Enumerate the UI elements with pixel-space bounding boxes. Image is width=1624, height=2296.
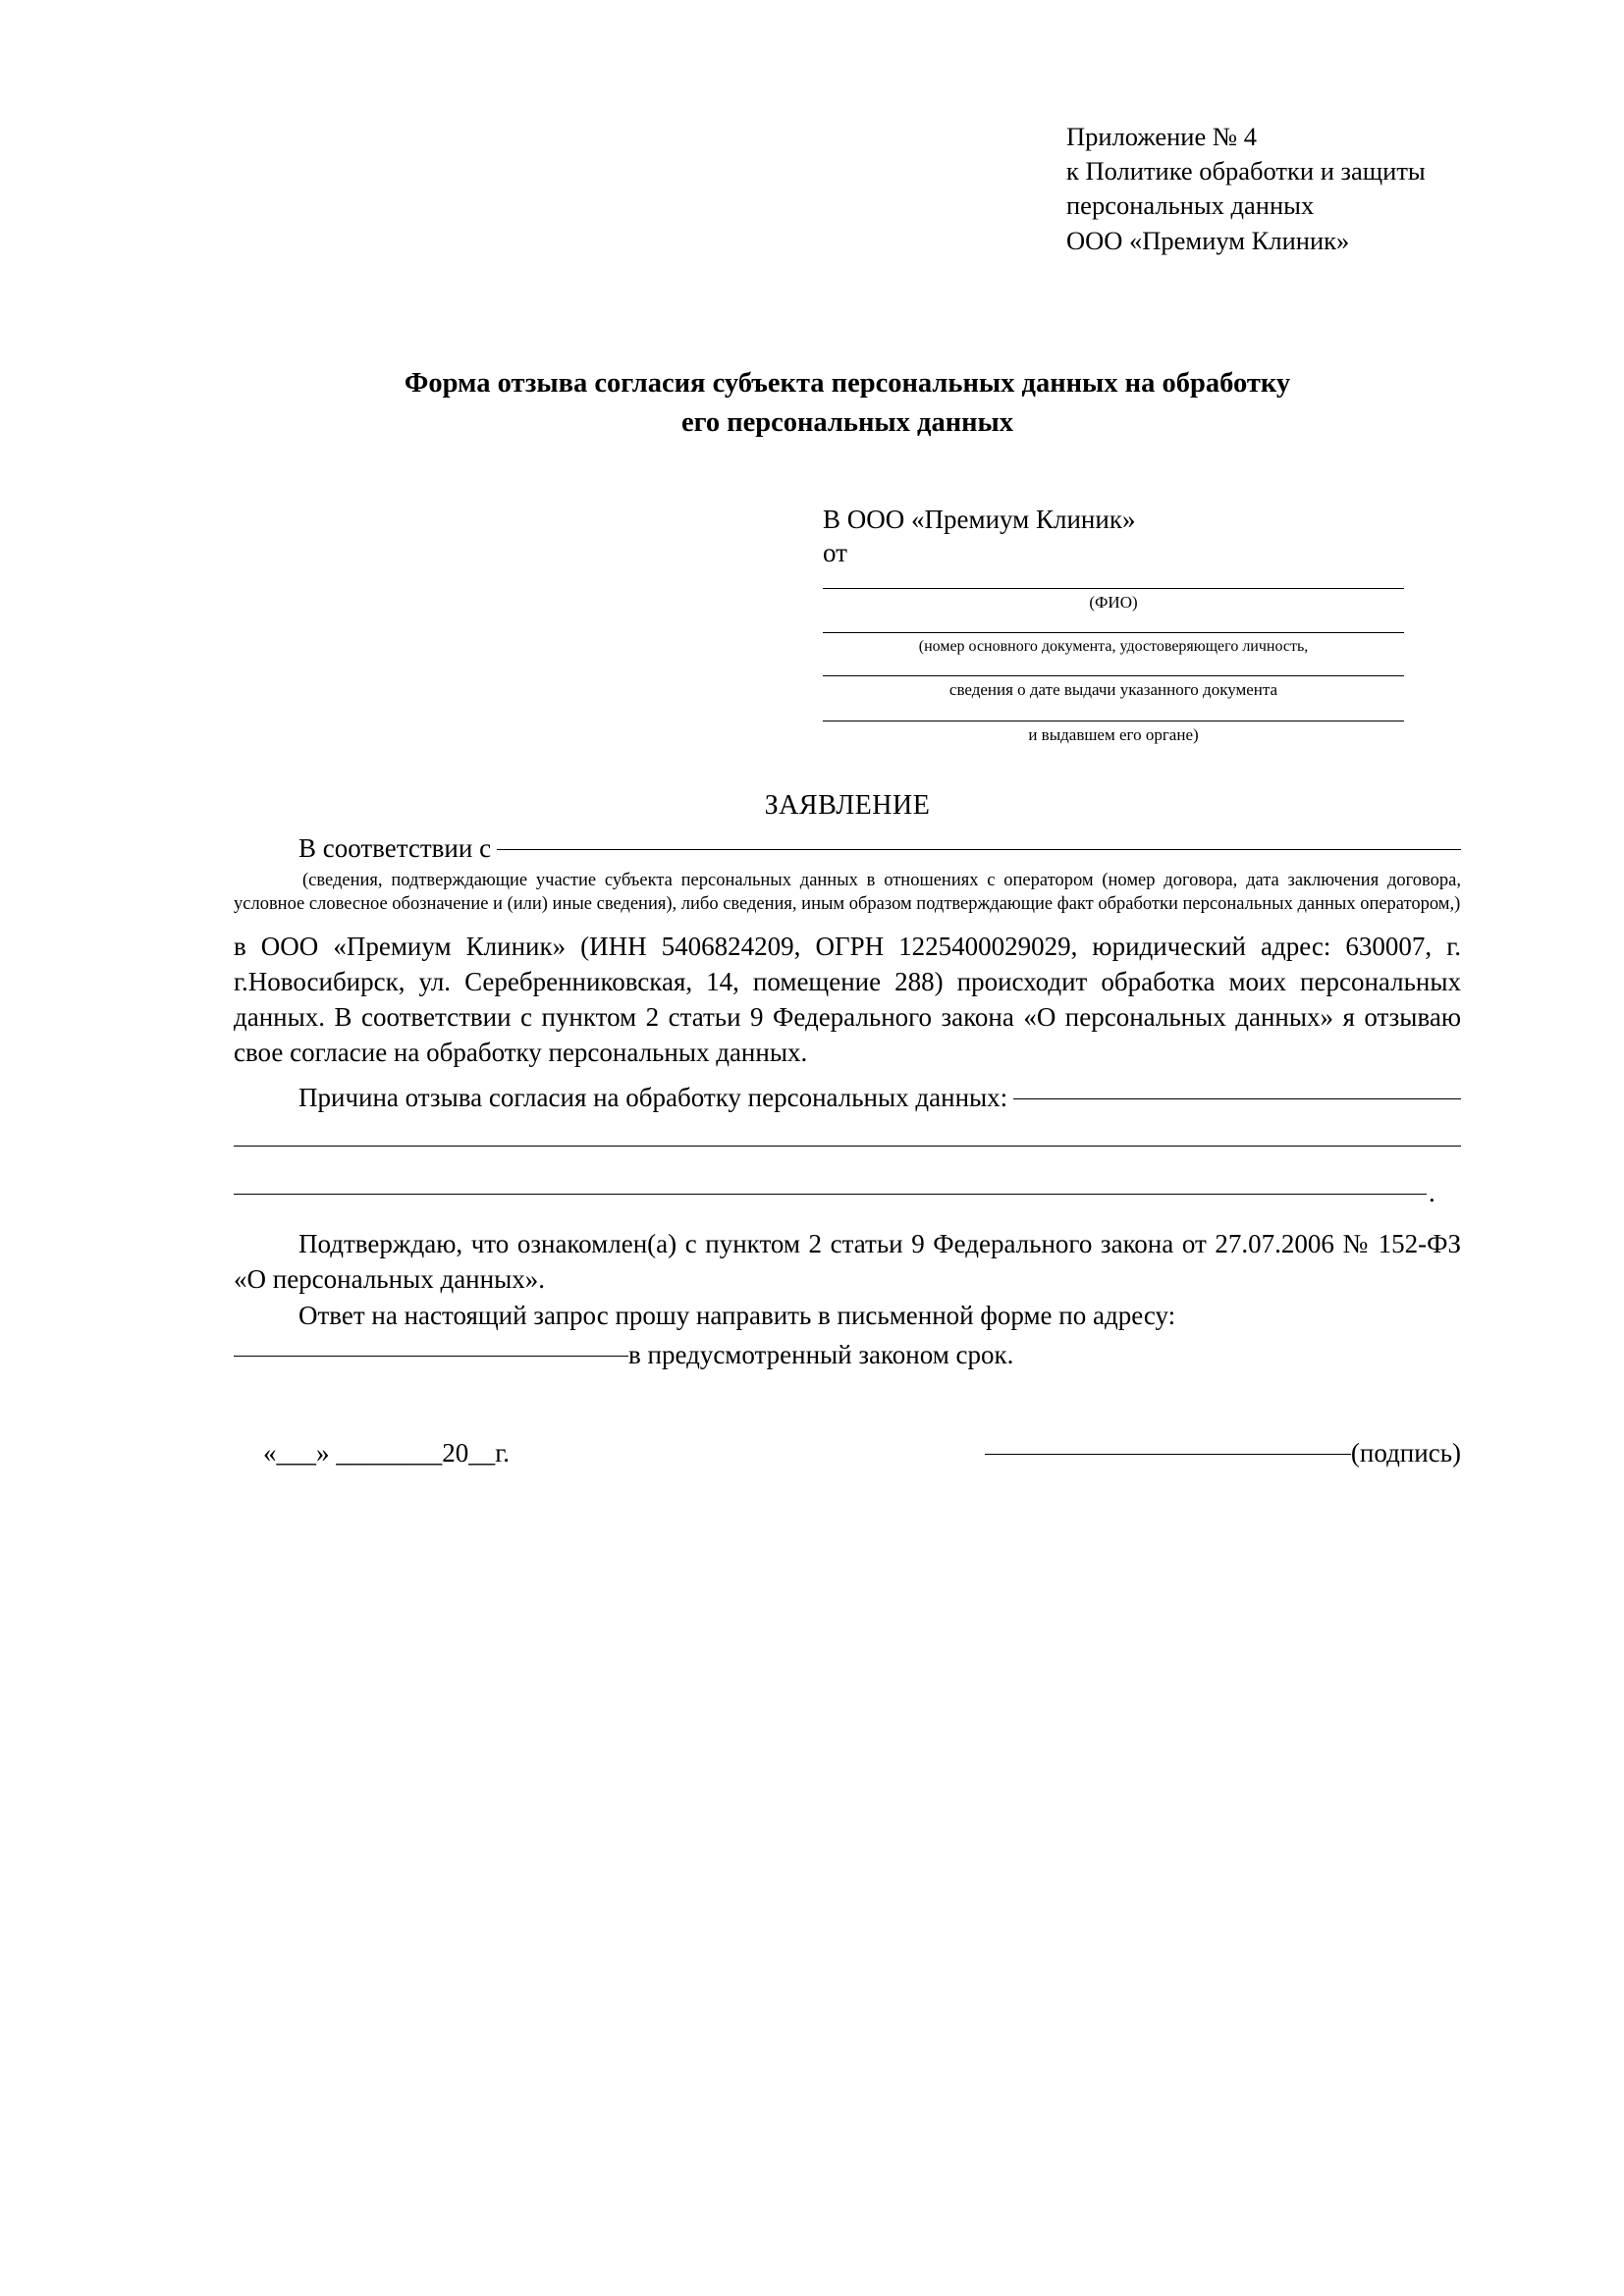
statement-intro-field-rule[interactable] xyxy=(497,849,1461,850)
document-number-field-rule[interactable] xyxy=(823,632,1404,633)
signature-caption: (подпись) xyxy=(1350,1438,1461,1468)
page-title-line-2: его персональных данных xyxy=(680,407,1014,439)
addressee-block xyxy=(823,505,1404,745)
signature-field-rule[interactable] xyxy=(985,1454,1351,1455)
answer-address-tail: в предусмотренный законом срок. xyxy=(628,1340,1014,1370)
addressee-organization: В ООО «Премиум Клиник» xyxy=(823,504,1136,534)
appendix-header-line-1: Приложение № 4 xyxy=(1066,122,1258,151)
statement-intro-lead: В соответствии с xyxy=(298,833,492,864)
reason-field-rule-1[interactable] xyxy=(1013,1098,1461,1099)
appendix-header-line-3: персональных данных xyxy=(1066,190,1315,221)
addressee-from-label: от xyxy=(823,537,847,567)
signature-date-field[interactable]: «___» ________20__г. xyxy=(263,1438,511,1468)
appendix-header xyxy=(1066,120,1461,258)
statement-fineprint xyxy=(234,869,1461,916)
document-issuer-caption: и выдавшем его органе) xyxy=(1028,724,1199,744)
fio-caption: (ФИО) xyxy=(1089,592,1138,612)
document-date-field-rule[interactable] xyxy=(823,675,1404,676)
answer-address-line xyxy=(234,1338,1461,1373)
confirm-paragraph: Подтверждаю, что ознакомлен(а) с пунктом 2 статьи 9 Федерального закона от 27.07.2006 № 152-ФЗ «О персональных данных». xyxy=(234,1228,1461,1294)
statement-heading: ЗАЯВЛЕНИЕ xyxy=(764,790,931,822)
statement-intro xyxy=(234,831,1461,867)
fio-field-rule[interactable] xyxy=(823,588,1404,589)
statement-fineprint-text: (сведения, подтверждающие участие субъекта персональных данных в отношениях с оператором (номер договора, дата заключения договора, условное словесное обозначение и (или) иные сведения), либо сведения, иным образом подтверждающие факт обработки персональных данных оператором,) xyxy=(234,871,1461,915)
signature-row xyxy=(234,1438,1461,1468)
reason-lead: Причина отзыва согласия на обработку персональных данных: xyxy=(298,1082,1008,1112)
document-number-caption: (номер основного документа, удостоверяющего личность, xyxy=(918,638,1309,656)
page-title-line-1: Форма отзыва согласия субъекта персональных данных на обработку xyxy=(404,367,1291,399)
appendix-header-line-4: ООО «Премиум Клиник» xyxy=(1066,225,1350,255)
document-date-caption: сведения о дате выдачи указанного документа xyxy=(948,680,1278,700)
answer-paragraph: Ответ на настоящий запрос прошу направить в письменной форме по адресу: xyxy=(298,1301,1176,1331)
appendix-header-line-2: к Политике обработки и защиты xyxy=(1066,156,1426,187)
page-title xyxy=(234,364,1461,444)
reason-field-rule-3[interactable] xyxy=(234,1194,1427,1195)
document-content xyxy=(234,120,1461,1468)
reason-end-dot: . xyxy=(1429,1177,1435,1207)
answer-address-field-rule[interactable] xyxy=(234,1356,628,1357)
reason-block xyxy=(234,1081,1461,1211)
statement-main-paragraph: в ООО «Премиум Клиник» (ИНН 5406824209, ОГРН 1225400029029, юридический адрес: 630007, г. г.Новосибирск, ул. Серебренниковская, 14, помещение 288) происходит обработка моих персональных данных. В соответствии с пунктом 2 статьи 9 Федерального закона «О персональных данных» я отзываю свое согласие на обработку персональных данных. xyxy=(234,932,1461,1067)
reason-field-rule-2[interactable] xyxy=(234,1146,1461,1147)
